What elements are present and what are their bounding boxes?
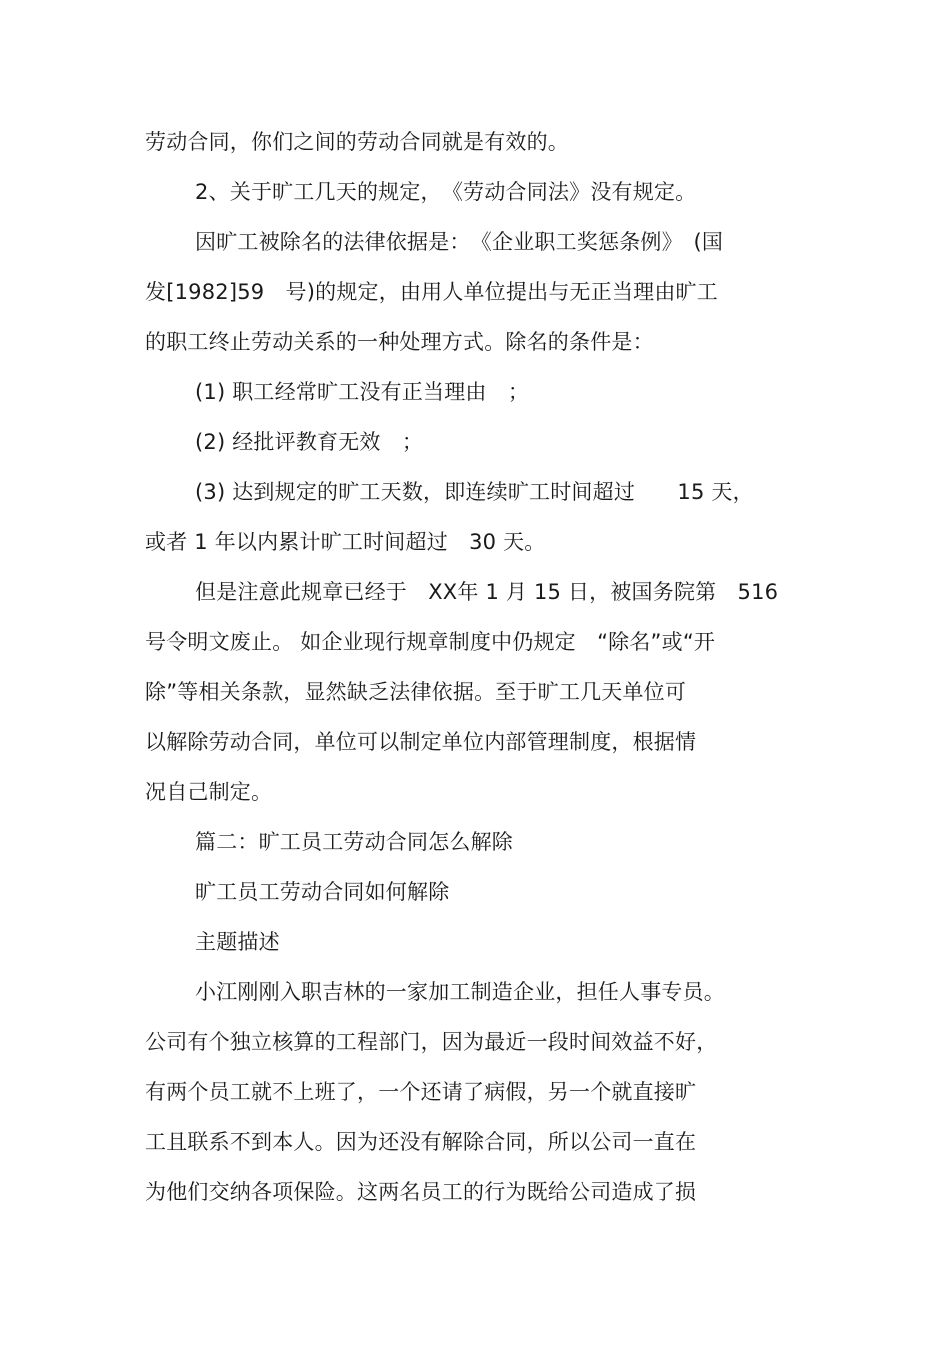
text-line-13: 以解除劳动合同，单位可以制定单位内部管理制度，根据情 <box>145 730 697 754</box>
text-line-6: (1) 职工经常旷工没有正当理由 ； <box>195 380 530 404</box>
text-line-3: 因旷工被除名的法律依据是： 《企业职工奖惩条例》 (国 <box>195 230 724 254</box>
text-line-1: 劳动合同，你们之间的劳动合同就是有效的。 <box>145 130 569 154</box>
text-line-10: 但是注意此规章已经于 XX年 1 月 15 日，被国务院第 516 <box>195 580 779 604</box>
text-line-8: (3) 达到规定的旷工天数，即连续旷工时间超过 15 天， <box>195 480 754 504</box>
text-line-12: 除”等相关条款，显然缺乏法律依据。至于旷工几天单位可 <box>145 680 687 704</box>
text-line-4: 发[1982]59 号)的规定，由用人单位提出与无正当理由旷工 <box>145 280 718 304</box>
section-heading: 篇二：旷工员工劳动合同怎么解除 <box>195 830 513 854</box>
text-line-2: 2、关于旷工几天的规定， 《劳动合同法》没有规定。 <box>195 180 697 204</box>
text-line-18: 小江刚刚入职吉林的一家加工制造企业，担任人事专员。 <box>195 980 725 1004</box>
text-line-14: 况自己制定。 <box>145 780 273 804</box>
text-line-19: 公司有个独立核算的工程部门，因为最近一段时间效益不好， <box>145 1030 718 1054</box>
text-line-20: 有两个员工就不上班了，一个还请了病假，另一个就直接旷 <box>145 1080 697 1104</box>
text-line-9: 或者 1 年以内累计旷工时间超过 30 天。 <box>145 530 546 554</box>
text-line-21: 工且联系不到本人。因为还没有解除合同，所以公司一直在 <box>145 1130 697 1154</box>
text-line-7: (2) 经批评教育无效 ； <box>195 430 424 454</box>
text-line-11: 号令明文废止。 如企业现行规章制度中仍规定 “除名”或“开 <box>145 630 716 654</box>
text-line-22: 为他们交纳各项保险。这两名员工的行为既给公司造成了损 <box>145 1180 697 1204</box>
topic-label: 主题描述 <box>195 930 280 954</box>
text-line-5: 的职工终止劳动关系的一种处理方式。除名的条件是： <box>145 330 654 354</box>
section-subheading: 旷工员工劳动合同如何解除 <box>195 880 450 904</box>
